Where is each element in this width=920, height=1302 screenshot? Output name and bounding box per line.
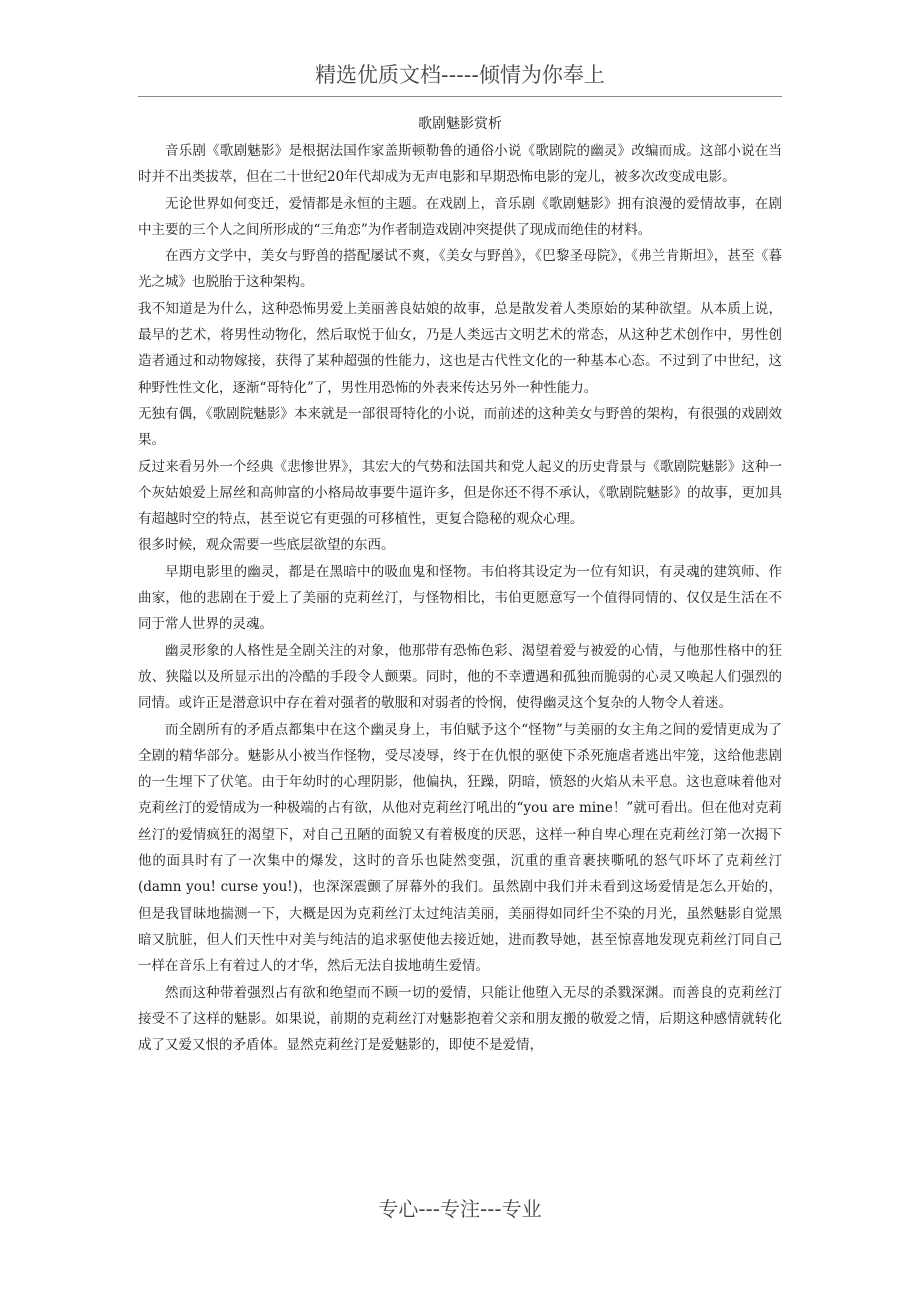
paragraph: 我不知道是为什么，这种恐怖男爱上美丽善良姑娘的故事，总是散发着人类原始的某种欲望。从本质上说，最早的艺术，将男性动物化，然后取悦于仙女，乃是人类远古文明艺术的常态，从这种艺术创作中，男性创造者通过和动物嫁接，获得了某种超强的性能力，这也是古代性文化的一种基本心态。不过到了中世纪，这种野性性文化，逐渐“哥特化”了，男性用恐怖的外表来传达另外一种性能力。 [138, 300, 782, 396]
page-footer: 专心---专注---专业 [378, 1197, 542, 1221]
paragraph: 无论世界如何变迁，爱情都是永恒的主题。在戏剧上，音乐剧《歌剧魅影》拥有浪漫的爱情故事，在剧中主要的三个人之间所形成的“三角恋”为作者制造戏剧冲突提供了现成而绝佳的材料。 [138, 195, 782, 238]
paragraph: 然而这种带着强烈占有欲和绝望而不顾一切的爱情，只能让他堕入无尽的杀戮深渊。而善良的克莉丝汀接受不了这样的魅影。如果说，前期的克莉丝汀对魅影抱着父亲和朋友搬的敬爱之情，后期这种感情就转化成了又爱又恨的矛盾体。显然克莉丝汀是爱魅影的，即使不是爱情， [138, 984, 782, 1054]
paragraph: 幽灵形象的人格性是全剧关注的对象，他那带有恐怖色彩、渴望着爱与被爱的心情，与他那性格中的狂放、狭隘以及所显示出的冷酷的手段令人颤栗。同时，他的不幸遭遇和孤独而脆弱的心灵又唤起人们强烈的同情。或许正是潜意识中存在着对强者的敬服和对弱者的怜悯，使得幽灵这个复杂的人物令人着迷。 [138, 642, 782, 712]
paragraph: 无独有偶，《歌剧院魅影》本来就是一部很哥特化的小说，而前述的这种美女与野兽的架构，有很强的戏剧效果。 [138, 405, 782, 449]
paragraph: 而全剧所有的矛盾点都集中在这个幽灵身上，韦伯赋予这个“怪物”与美丽的女主角之间的爱情更成为了全剧的精华部分。魅影从小被当作怪物，受尽凌辱，终于在仇恨的驱使下杀死施虐者逃出牢笼，这给他悲剧的一生埋下了伏笔。由于年幼时的心理阴影，他偏执，狂躁，阴暗，愤怒的火焰从未平息。这也意味着他对克莉丝汀的爱情成为一种极端的占有欲，从他对克莉丝汀吼出的“you are mine！”就可看出。但在他对克莉丝汀的爱情疯狂的渴望下，对自己丑陋的面貌又有着极度的厌恶，这样一种自卑心理在克莉丝汀第一次揭下他的面具时有了一次集中的爆发，这时的音乐也陡然变强，沉重的重音裹挟嘶吼的怒气吓坏了克莉丝汀(damn you! curse you!)，也深深震颤了屏幕外的我们。虽然剧中我们并未看到这场爱情是怎么开始的，但是我冒昧地揣测一下，大概是因为克莉丝汀太过纯洁美丽，美丽得如同纤尘不染的月光，虽然魅影自觉黑暗又肮脏，但人们天性中对美与纯洁的追求驱使他去接近她，进而教导她，甚至惊喜地发现克莉丝汀同自己一样在音乐上有着过人的才华，然后无法自拔地萌生爱情。 [138, 721, 782, 975]
paragraph: 音乐剧《歌剧魅影》是根据法国作家盖斯顿勒鲁的通俗小说《歌剧院的幽灵》改编而成。这部小说在当时并不出类拔萃，但在二十世纪20年代却成为无声电影和早期恐怖电影的宠儿，被多次改变成电影。 [138, 143, 782, 186]
paragraph: 反过来看另外一个经典《悲惨世界》，其宏大的气势和法国共和党人起义的历史背景与《歌剧院魅影》这种一个灰姑娘爱上屌丝和高帅富的小格局故事要牛逼许多，但是你还不得不承认，《歌剧院魅影》的故事，更加具有超越时空的特点，甚至说它有更强的可移植性，更复合隐秘的观众心理。 [138, 458, 782, 528]
document-body [138, 138, 782, 1058]
paragraph: 很多时候，观众需要一些底层欲望的东西。 [138, 537, 395, 554]
document-title: 歌剧魅影赏析 [418, 116, 502, 132]
paragraph: 在西方文学中，美女与野兽的搭配屡试不爽，《美女与野兽》，《巴黎圣母院》，《弗兰肯斯坦》，甚至《暮光之城》也脱胎于这种架构。 [138, 248, 782, 291]
paragraph: 早期电影里的幽灵，都是在黑暗中的吸血鬼和怪物。韦伯将其设定为一位有知识，有灵魂的建筑师、作曲家，他的悲剧在于爱上了美丽的克莉丝汀，与怪物相比，韦伯更愿意写一个值得同情的、仅仅是生活在不同于常人世界的灵魂。 [138, 563, 782, 633]
page-header: 精选优质文档-----倾情为你奉上 [315, 63, 605, 87]
header-divider [138, 96, 782, 97]
